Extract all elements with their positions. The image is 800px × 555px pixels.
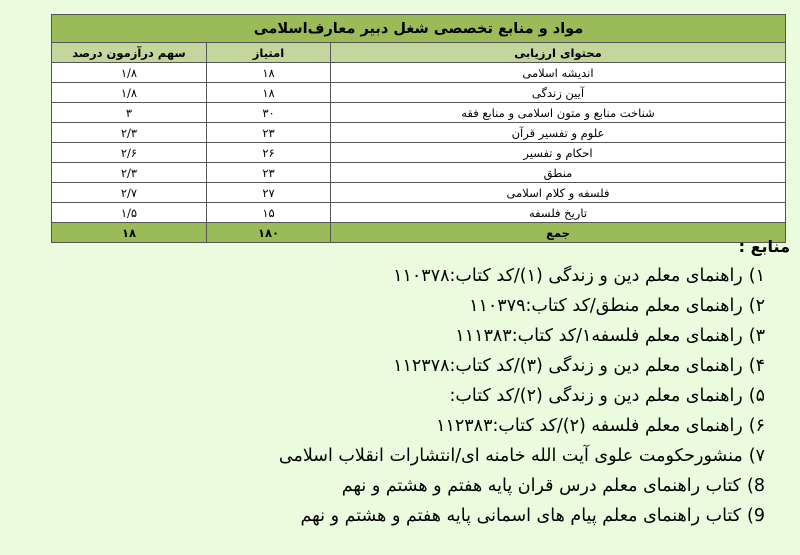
evaluation-table-container — [51, 14, 785, 243]
source-text: راهنمای معلم فلسفه۱/کد کتاب:۱۱۱۳۸۳ — [455, 326, 743, 346]
table-row — [52, 83, 786, 103]
sources-heading: منابع : — [738, 237, 790, 256]
source-text: منشورحکومت علوی آیت الله خامنه ای/انتشارات انقلاب اسلامی — [278, 446, 743, 466]
source-text: کتاب راهنمای معلم پیام های اسمانی پایه هفتم و هشتم و نهم — [300, 506, 742, 526]
cell-content: علوم و تفسیر قرآن — [331, 123, 786, 143]
cell-score: ۳۰ — [207, 103, 331, 123]
cell-share: ۲/۳ — [52, 163, 207, 183]
list-item — [279, 261, 765, 291]
header-content: محتوای ارزیابی — [331, 43, 786, 63]
list-item — [279, 411, 765, 441]
total-label: جمع — [331, 223, 786, 243]
table-row — [52, 123, 786, 143]
table-row — [52, 183, 786, 203]
cell-share: ۱/۸ — [52, 63, 207, 83]
cell-content: اندیشه اسلامی — [331, 63, 786, 83]
total-share: ۱۸ — [52, 223, 207, 243]
table-row — [52, 103, 786, 123]
source-text: راهنمای معلم دین و زندگی (۱)/کد کتاب:۱۱۰۳۷۸ — [393, 266, 743, 286]
list-item — [279, 441, 765, 471]
cell-share: ۱/۵ — [52, 203, 207, 223]
source-number: 9) — [747, 506, 765, 526]
cell-score: ۱۸ — [207, 63, 331, 83]
total-score: ۱۸۰ — [207, 223, 331, 243]
table-row — [52, 163, 786, 183]
list-item — [279, 321, 765, 351]
source-text: راهنمای معلم دین و زندگی (۲)/کد کتاب: — [449, 386, 743, 406]
evaluation-table — [51, 14, 786, 243]
cell-content: احکام و تفسیر — [331, 143, 786, 163]
table-row — [52, 203, 786, 223]
cell-share: ۳ — [52, 103, 207, 123]
cell-score: ۱۸ — [207, 83, 331, 103]
cell-share: ۲/۶ — [52, 143, 207, 163]
table-title-row — [52, 15, 786, 43]
list-item — [279, 381, 765, 411]
source-text: راهنمای معلم منطق/کد کتاب:۱۱۰۳۷۹ — [469, 296, 743, 316]
sources-list — [279, 261, 765, 531]
cell-score: ۲۳ — [207, 163, 331, 183]
source-number: ۴) — [748, 356, 765, 376]
source-number: ۳) — [748, 326, 765, 346]
list-item — [279, 501, 765, 531]
cell-score: ۲۳ — [207, 123, 331, 143]
list-item — [279, 291, 765, 321]
source-text: راهنمای معلم فلسفه (۲)/کد کتاب:۱۱۲۳۸۳ — [436, 416, 743, 436]
source-number: ۶) — [748, 416, 765, 436]
cell-content: منطق — [331, 163, 786, 183]
cell-content: فلسفه و کلام اسلامی — [331, 183, 786, 203]
cell-score: ۱۵ — [207, 203, 331, 223]
list-item — [279, 471, 765, 501]
cell-share: ۲/۳ — [52, 123, 207, 143]
cell-share: ۱/۸ — [52, 83, 207, 103]
cell-content: آیین زندگی — [331, 83, 786, 103]
cell-content: شناخت منابع و متون اسلامی و منابع فقه — [331, 103, 786, 123]
cell-score: ۲۷ — [207, 183, 331, 203]
table-row — [52, 63, 786, 83]
cell-content: تاریخ فلسفه — [331, 203, 786, 223]
header-score: امتیاز — [207, 43, 331, 63]
cell-score: ۲۶ — [207, 143, 331, 163]
table-title: مواد و منابع تخصصی شغل دبیر معارف‌اسلامی — [52, 15, 786, 43]
table-total-row — [52, 223, 786, 243]
table-header-row — [52, 43, 786, 63]
list-item — [279, 351, 765, 381]
header-share: سهم درآزمون درصد — [52, 43, 207, 63]
source-number: ۲) — [748, 296, 765, 316]
source-number: ۵) — [748, 386, 765, 406]
source-number: ۷) — [748, 446, 765, 466]
table-row — [52, 143, 786, 163]
source-text: راهنمای معلم دین و زندگی (۳)/کد کتاب:۱۱۲۳۷۸ — [393, 356, 743, 376]
cell-share: ۲/۷ — [52, 183, 207, 203]
source-number: 8) — [747, 476, 765, 496]
source-number: ۱) — [748, 266, 765, 286]
source-text: کتاب راهنمای معلم درس قران پایه هفتم و هشتم و نهم — [341, 476, 742, 496]
